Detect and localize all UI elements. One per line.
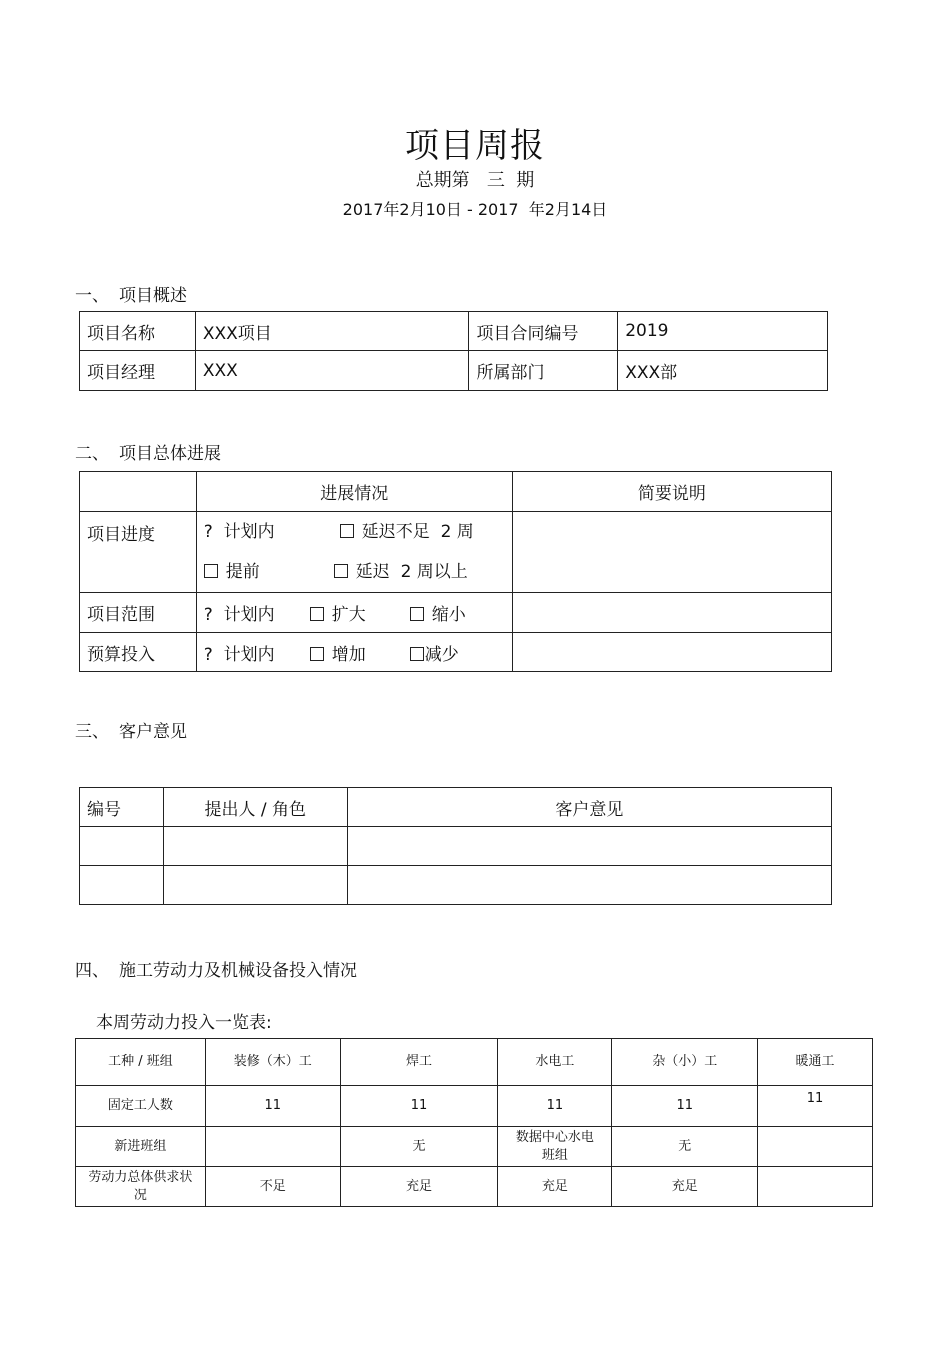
- date-range: 2017年2月10日 - 2017 年2月14日: [342, 200, 608, 219]
- section-title: 施工劳动力及机械设备投入情况: [119, 961, 357, 981]
- section-number: 二、: [75, 444, 109, 464]
- checkbox-expand[interactable]: [310, 607, 324, 621]
- row-label-scope: 项目范围: [80, 593, 197, 633]
- cell-empty[interactable]: [347, 866, 831, 905]
- value-dept: XXX部: [618, 351, 828, 391]
- section-4-heading: [75, 956, 357, 981]
- labor-cell: 11: [612, 1086, 758, 1127]
- label-contract-no: 项目合同编号: [469, 312, 618, 351]
- labor-cell: 无: [612, 1127, 758, 1167]
- labor-header: 焊工: [340, 1039, 498, 1086]
- label-manager: 项目经理: [80, 351, 196, 391]
- section-2-heading: [75, 439, 221, 464]
- labor-cell: [758, 1167, 873, 1207]
- page-title: 项目周报: [405, 126, 545, 166]
- labor-header: 水电工: [498, 1039, 612, 1086]
- note-scope[interactable]: [512, 593, 831, 633]
- section-1-heading: [75, 281, 187, 306]
- row-label-budget: 预算投入: [80, 633, 197, 672]
- option-increase: 增加: [331, 644, 366, 665]
- cell-empty[interactable]: [163, 866, 347, 905]
- checkbox-delay-gt2w[interactable]: [334, 564, 348, 578]
- checkbox-decrease[interactable]: [410, 647, 424, 661]
- progress-table: [79, 471, 832, 672]
- labor-cell: 11: [205, 1086, 340, 1127]
- note-schedule[interactable]: [512, 512, 831, 593]
- labor-cell: 不足: [205, 1167, 340, 1207]
- scope-options: [196, 593, 512, 633]
- section-number: 四、: [75, 961, 109, 981]
- option-on-plan[interactable]: ? 计划内: [203, 644, 275, 665]
- cell-empty[interactable]: [347, 827, 831, 866]
- header-opinion: 客户意见: [347, 788, 831, 827]
- labor-cell: 数据中心水电班组: [498, 1127, 612, 1167]
- labor-cell: 充足: [340, 1167, 498, 1207]
- header-proposer: 提出人 / 角色: [163, 788, 347, 827]
- cell-empty[interactable]: [163, 827, 347, 866]
- overview-table: [79, 311, 828, 391]
- cell-empty[interactable]: [80, 827, 164, 866]
- labor-header: 工种 / 班组: [76, 1039, 206, 1086]
- labor-cell: 11: [758, 1086, 873, 1127]
- budget-options: [196, 633, 512, 672]
- cell-empty[interactable]: [80, 866, 164, 905]
- header-id: 编号: [80, 788, 164, 827]
- feedback-table: [79, 787, 832, 905]
- labor-cell: 11: [340, 1086, 498, 1127]
- value-project-name: XXX项目: [195, 312, 469, 351]
- option-ahead: 提前: [225, 562, 260, 582]
- option-expand: 扩大: [331, 605, 366, 625]
- labor-cell: 11: [498, 1086, 612, 1127]
- labor-row-label: 劳动力总体供求状况: [76, 1167, 206, 1207]
- option-on-plan[interactable]: ? 计划内: [203, 605, 275, 625]
- option-shrink: 缩小: [431, 605, 466, 625]
- labor-cell: 充足: [498, 1167, 612, 1207]
- header-status: 进展情况: [196, 472, 512, 512]
- labor-row-label: 新进班组: [76, 1127, 206, 1167]
- section-title: 客户意见: [119, 722, 187, 742]
- section-3-heading: [75, 717, 187, 742]
- labor-caption: 本周劳动力投入一览表:: [96, 1013, 272, 1033]
- labor-header: 暖通工: [758, 1039, 873, 1086]
- section-title: 项目概述: [119, 286, 187, 306]
- section-number: 三、: [75, 722, 109, 742]
- section-number: 一、: [75, 286, 109, 306]
- option-on-plan[interactable]: ? 计划内: [203, 522, 275, 542]
- labor-cell: [758, 1127, 873, 1167]
- labor-cell: [205, 1127, 340, 1167]
- labor-cell: 充足: [612, 1167, 758, 1207]
- value-contract-no: 2019: [618, 312, 828, 351]
- checkbox-shrink[interactable]: [410, 607, 424, 621]
- row-label-schedule: 项目进度: [80, 512, 197, 593]
- value-manager: XXX: [195, 351, 469, 391]
- label-dept: 所属部门: [469, 351, 618, 391]
- checkbox-increase[interactable]: [310, 647, 324, 661]
- labor-row-label: 固定工人数: [76, 1086, 206, 1127]
- period-subtitle: 总期第 三 期: [415, 170, 535, 191]
- labor-header: 杂（小）工: [612, 1039, 758, 1086]
- schedule-options: [196, 512, 512, 593]
- option-delay-lt2w: 延迟不足 2 周: [361, 522, 474, 542]
- labor-table: [75, 1038, 873, 1207]
- option-delay-gt2w: 延迟 2 周以上: [355, 562, 468, 582]
- label-project-name: 项目名称: [80, 312, 196, 351]
- note-budget[interactable]: [512, 633, 831, 672]
- section-title: 项目总体进展: [119, 444, 221, 464]
- labor-header: 装修（木）工: [205, 1039, 340, 1086]
- header-note: 简要说明: [512, 472, 831, 512]
- checkbox-delay-lt2w[interactable]: [340, 524, 354, 538]
- progress-corner: [80, 472, 197, 512]
- labor-cell: 无: [340, 1127, 498, 1167]
- checkbox-ahead[interactable]: [204, 564, 218, 578]
- option-decrease: 减少: [424, 644, 459, 665]
